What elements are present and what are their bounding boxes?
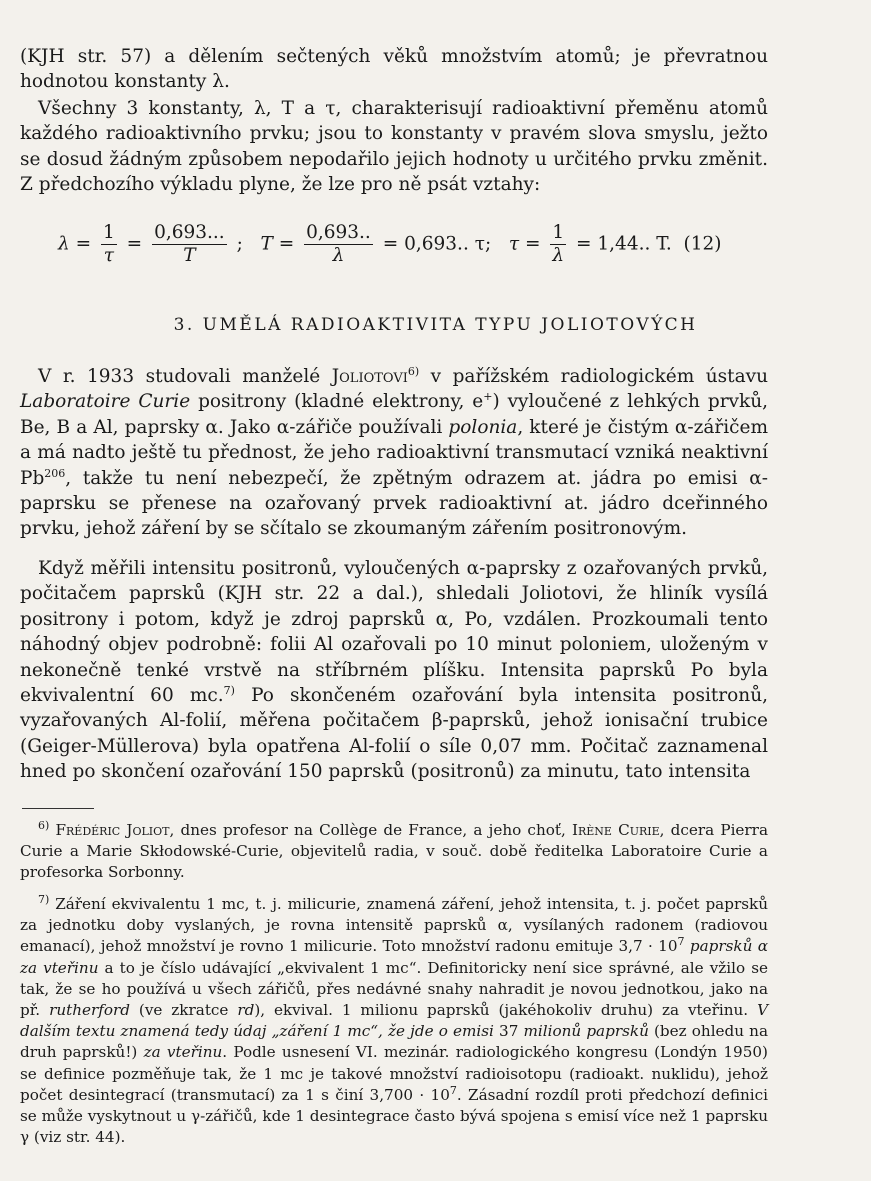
continued-line-2: hodnotou konstanty λ.: [20, 71, 230, 93]
frac-num: 0,693...: [154, 222, 225, 243]
fraction-0693-over-lambda: [304, 222, 373, 267]
footnote-7: [20, 894, 768, 1148]
continued-paragraph: [20, 44, 768, 95]
eq-T-rhs: = 0,693.. τ;: [382, 233, 492, 255]
text-run: . Zásadní rozdíl proti předchozí definici se může vyskytnout u γ-zářičů, kde 1 desintegrace často bývá spojena s emisí více než 1 paprsku γ (viz str. 44).: [20, 1085, 768, 1147]
continued-line-1: (KJH str. 57) a dělením sečtených věků množstvím atomů; je převratnou: [20, 46, 768, 67]
lead-isotope-mass: 206: [44, 466, 66, 480]
emphasis: paprsků α za vteřinu: [20, 937, 768, 977]
text-run: v pařížském radiologickém ústavu: [419, 366, 768, 387]
text-run: , dcera Pierra Curie a Marie Skłodowské-Curie, objevitelů radia, v souč. době ředitelka Laboratoire Curie a profesorka Sorbonny.: [20, 821, 768, 882]
text-run: V r. 1933 studovali manželé: [38, 366, 332, 387]
author-name-joliotovi: Joliotovi: [331, 366, 408, 387]
text-run: , dnes profesor na Collège de France, a jeho choť,: [169, 821, 572, 839]
text-run: ) vyloučené z lehkých prvků, Be, B a Al, paprsky α. Jako α-zářiče používali: [20, 391, 768, 438]
frac-num: 1: [103, 222, 115, 243]
footnote-mark: 6): [38, 818, 50, 832]
frac-num: 1: [552, 222, 565, 243]
person-name: Frédéric Joliot: [55, 821, 170, 839]
text-run: , takže tu není nebezpečí, že zpětným odrazem at. jádra po emisi α-paprsku se přenese na ozařovaný prvek radioaktivní at. jádro dceřinného prvku, jehož záření by se sčítalo se zkoumaným zářením positronovým.: [20, 467, 768, 540]
eq-tau-lhs: τ =: [508, 233, 541, 255]
text-run: Po skončeném ozařování byla intensita positronů, vyzařovaných Al-folií, měřena počitačem β-paprsků, jehož ionisační trubice (Geiger-Müllerova) byla opatřena Al-folií o síle 0,07 mm. Počitač zaznamenal hned po skončení ozařování 150 paprsků (positronů) za minutu, tato intensita: [20, 685, 768, 783]
footnote-ref-6[interactable]: 6): [407, 364, 420, 378]
footnote-divider: [22, 808, 94, 809]
text-run: , které je čistým α-zářičem a má nadto ještě tu přednost, že jeho radioaktivní transmutací vzniká neaktivní Pb: [20, 416, 768, 489]
section-heading: 3. UMĚLÁ RADIOAKTIVITA TYPU JOLIOTOVÝCH: [173, 315, 698, 335]
laboratory-name: Laboratoire Curie: [20, 391, 191, 413]
frac-den: λ: [552, 245, 565, 266]
constants-paragraph: [20, 96, 768, 198]
text-run: . Podle usnesení VI. mezinár. radiologického kongresu (Londýn 1950) se definice pozměňuje tak, že 1 mc je takové množství radioisotopu (radioakt. nuklidu), jehož počet desintegrací (transmutací) za 1 s činí 3,700 · 10: [20, 1043, 768, 1104]
paragraph-text: [20, 556, 768, 785]
emphasis: V dalším textu znamená tedy údaj „záření 1 mc“, že jde o emisi: [20, 1001, 769, 1041]
unit-name: rutherford: [49, 1001, 130, 1020]
eq-T-lhs: T =: [260, 233, 295, 255]
footnote-mark: 7): [38, 892, 50, 906]
constants-text: Všechny 3 konstanty, λ, T a τ, charakterisují radioaktivní přeměnu atomů každého radioaktivního prvku; jsou to konstanty v pravém slova smyslu, ježto se dosud žádným způsobem nepodařilo jejich hodnoty u určitého prvku změnit. Z předchozího výkladu plyne, že lze pro ně psát vztahy:: [20, 98, 768, 196]
fraction-0693-over-T: [152, 222, 227, 267]
emphasis: za vteřinu: [143, 1043, 223, 1062]
unit-abbrev: rd: [237, 1001, 255, 1020]
text-run: (bez ohledu na druh paprsků!): [20, 1022, 769, 1062]
text-run: positrony (kladné elektrony, e: [190, 391, 484, 413]
frac-den: τ: [103, 245, 115, 266]
fraction-1-over-tau: [101, 222, 117, 267]
footnote-text: [20, 894, 768, 1148]
frac-num: 0,693..: [306, 222, 371, 243]
eq-separator: ;: [236, 233, 243, 255]
frac-den: λ: [332, 245, 345, 266]
fraction-1-over-lambda: [550, 222, 566, 267]
emphasis: milionů paprsků: [523, 1022, 649, 1041]
equation-line: [58, 222, 773, 267]
exponent: 7: [677, 935, 685, 949]
footnote-text: [20, 820, 768, 884]
text-run: ), ekvival. 1 milionu paprsků (jakéhokoliv druhu) za vteřinu.: [254, 1001, 758, 1020]
equation-12: [58, 204, 773, 266]
equation-number: (12): [683, 233, 722, 255]
text-run: 37: [493, 1022, 524, 1041]
text-run: a to je číslo udávající „ekvivalent 1 mc“. Definitoricky není sice správné, ale vžilo se tak, že se ho používá u všech zářičů, přes nedávné snahy nahradit je novou jednotkou, jako na př.: [20, 958, 768, 1020]
frac-den: T: [183, 245, 196, 266]
paragraph-joliot-1933: [20, 364, 768, 542]
footnote-6: [20, 820, 768, 884]
eq-lambda-lhs: λ =: [58, 233, 92, 255]
positron-charge: +: [483, 390, 493, 404]
eq-tau-rhs: = 1,44.. T.: [576, 233, 672, 255]
person-name: Irène Curie: [571, 821, 660, 839]
paragraph-text: [20, 364, 768, 542]
text-run: (ve zkratce: [129, 1001, 238, 1020]
paragraph-positron-measurement: [20, 556, 768, 785]
eq-equals: =: [126, 233, 143, 255]
text-run: Záření ekvivalentu 1 mc, t. j. milicurie, znamená záření, jehož intensita, t. j. počet paprsků za jednotku doby vyslaných, je rovna intensitě paprsků α, vysílaných radonem (radiovou emanací), jehož množství je rovno 1 milicurie. Toto množství radonu emituje 3,7 · 10: [20, 895, 768, 956]
text-run: Když měřili intensitu positronů, vyloučených α-paprsky z ozařovaných prvků, počitačem paprsků (KJH str. 22 a dal.), shledali Joliotovi, že hliník vysílá positrony i potom, když je zdroj paprsků α, Po, vzdálen. Prozkoumali tento náhodný objev podrobně: folii Al ozařovali po 10 minut poloniem, uloženým v nekonečně tenké vrstvě na stříbrném plíšku. Intensita paprsků Po byla ekvivalentní 60 mc.: [20, 558, 768, 707]
polonium-term: polonia: [448, 416, 518, 438]
exponent: 7: [449, 1083, 457, 1097]
footnote-ref-7[interactable]: 7): [223, 683, 235, 697]
